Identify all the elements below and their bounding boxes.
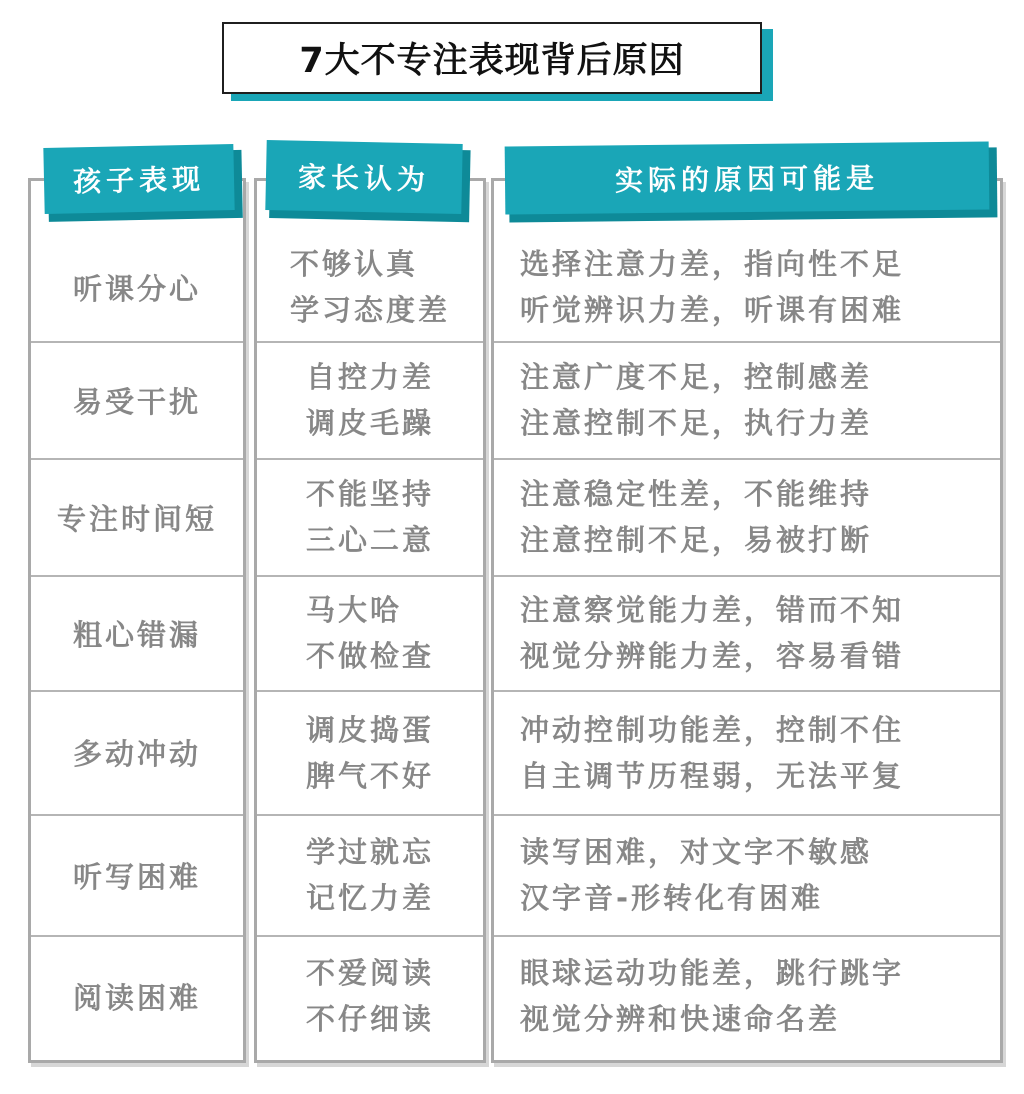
table-row xyxy=(0,692,1024,813)
header-parent-view xyxy=(265,140,462,214)
table-row xyxy=(0,577,1024,689)
parent-view-line: 调皮毛躁 xyxy=(305,406,434,440)
table-row xyxy=(0,460,1024,574)
parent-view-line: 脾气不好 xyxy=(305,758,434,793)
behavior-cell xyxy=(31,233,243,341)
behavior-text: 多动冲动 xyxy=(72,737,201,771)
reason-line: 注意察觉能力差，错而不知 xyxy=(520,593,905,627)
parent-view-line: 记忆力差 xyxy=(305,881,434,915)
parent-view-line: 三心二意 xyxy=(305,523,434,557)
parent-view-line: 调皮捣蛋 xyxy=(305,712,434,747)
table-row xyxy=(0,937,1024,1055)
behavior-text: 听课分心 xyxy=(72,271,201,306)
parent-view-line: 马大哈 xyxy=(305,593,402,627)
reason-line: 视觉分辨和快速命名差 xyxy=(520,1002,841,1036)
reason-line: 听觉辨识力差，听课有困难 xyxy=(520,293,905,327)
reason-line: 汉字音-形转化有困难 xyxy=(520,881,824,915)
behavior-cell xyxy=(31,816,243,934)
parent-view-cell xyxy=(257,692,483,813)
parent-view-line: 学习态度差 xyxy=(289,293,450,327)
reason-line: 读写困难，对文字不敏感 xyxy=(520,835,873,869)
page-title: 7大不专注表现背后原因 xyxy=(222,22,762,94)
behavior-cell xyxy=(31,937,243,1055)
parent-view-line: 学过就忘 xyxy=(305,835,434,869)
header-label: 家长认为 xyxy=(265,140,462,214)
reason-line: 注意控制不足，易被打断 xyxy=(520,523,873,557)
reason-cell xyxy=(494,816,1000,934)
behavior-text: 粗心错漏 xyxy=(72,617,201,652)
reason-cell xyxy=(494,343,1000,457)
reason-cell xyxy=(494,577,1000,689)
parent-view-cell xyxy=(257,577,483,689)
reason-cell xyxy=(494,233,1000,341)
reason-line: 眼球运动功能差，跳行跳字 xyxy=(520,956,905,990)
parent-view-line: 不仔细读 xyxy=(305,1002,434,1036)
reason-cell xyxy=(494,692,1000,813)
behavior-text: 专注时间短 xyxy=(56,501,217,536)
reason-line: 视觉分辨能力差，容易看错 xyxy=(520,639,905,673)
parent-view-cell xyxy=(257,343,483,457)
parent-view-line: 不做检查 xyxy=(305,639,434,673)
behavior-cell xyxy=(31,577,243,689)
parent-view-cell xyxy=(257,233,483,341)
header-actual-reason xyxy=(505,141,990,214)
behavior-cell xyxy=(31,460,243,574)
table-row xyxy=(0,233,1024,341)
header-label: 孩子表现 xyxy=(43,144,234,214)
parent-view-cell xyxy=(257,937,483,1055)
header-child-behavior xyxy=(43,144,234,214)
table-row xyxy=(0,816,1024,934)
parent-view-cell xyxy=(257,816,483,934)
parent-view-line: 不能坚持 xyxy=(305,477,434,511)
reason-line: 选择注意力差，指向性不足 xyxy=(520,247,905,281)
reason-line: 自主调节历程弱，无法平复 xyxy=(520,758,905,793)
behavior-cell xyxy=(31,343,243,457)
reason-line: 注意稳定性差，不能维持 xyxy=(520,477,873,511)
behavior-text: 听写困难 xyxy=(72,859,201,894)
reason-cell xyxy=(494,460,1000,574)
parent-view-line: 不爱阅读 xyxy=(305,956,434,990)
behavior-text: 阅读困难 xyxy=(72,980,201,1015)
behavior-cell xyxy=(31,692,243,813)
parent-view-cell xyxy=(257,460,483,574)
behavior-text: 易受干扰 xyxy=(72,384,201,419)
header-label: 实际的原因可能是 xyxy=(505,141,990,214)
reason-line: 冲动控制功能差，控制不住 xyxy=(520,712,905,747)
table-row xyxy=(0,343,1024,457)
reason-cell xyxy=(494,937,1000,1055)
reason-line: 注意广度不足，控制感差 xyxy=(520,360,873,394)
reason-line: 注意控制不足，执行力差 xyxy=(520,406,873,440)
parent-view-line: 自控力差 xyxy=(305,360,434,394)
parent-view-line: 不够认真 xyxy=(289,247,418,281)
